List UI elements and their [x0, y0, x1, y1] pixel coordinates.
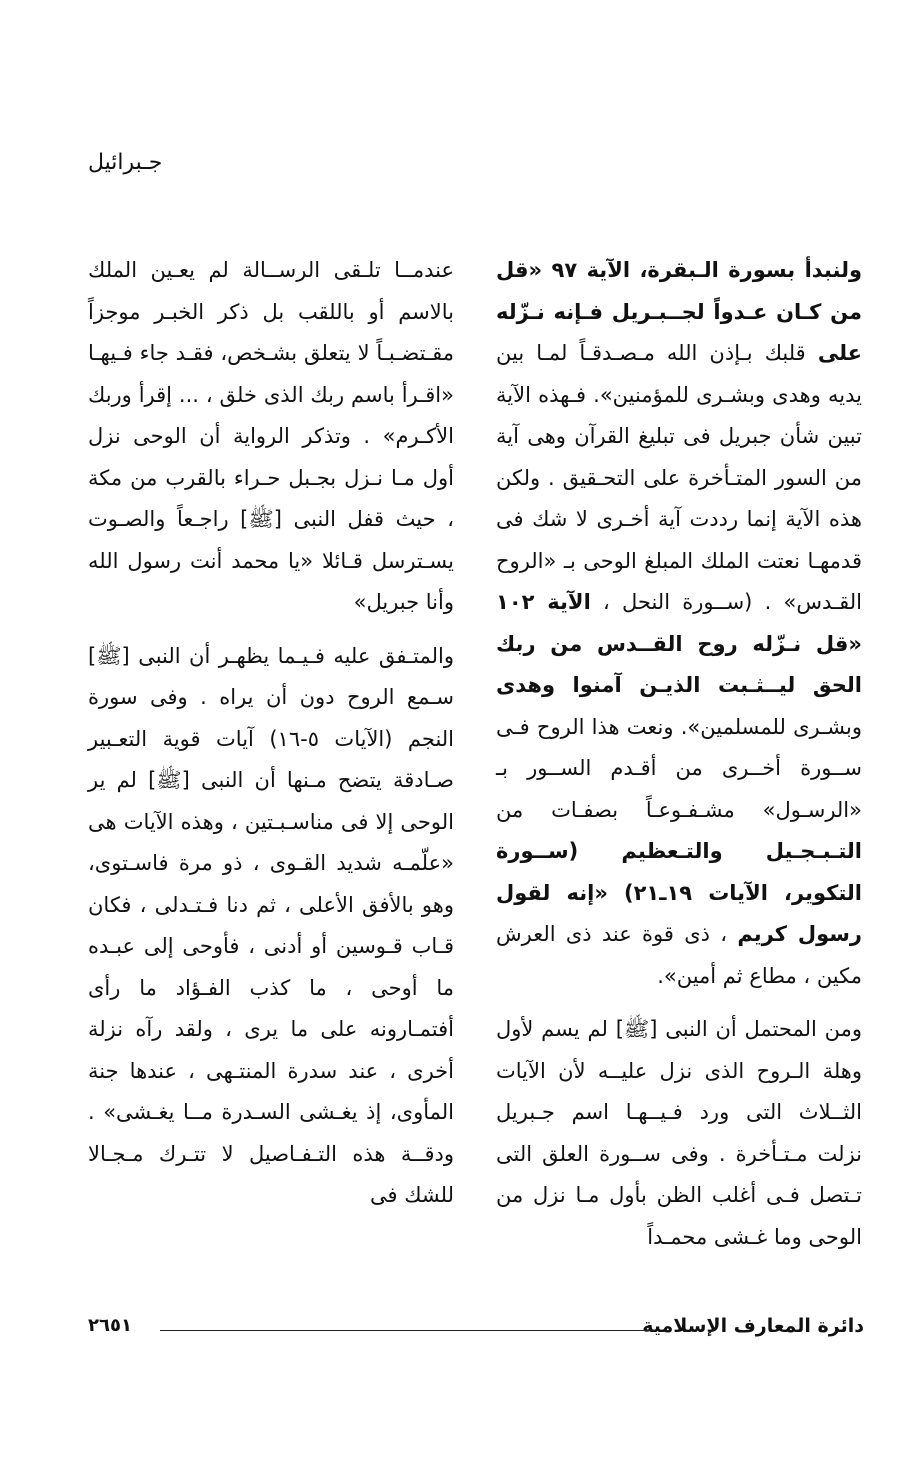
body-text: قلبك بـإذن الله مـصـدقـاً لمـا بين يديه وهدى وبشـرى للمؤمنين». فـهذه الآية تبين شأن جبريل فى تبليغ القرآن وهى آية من السور المتـأخرة على التحـقيق . ولكن هذه الآية إنما رددت آية أخـرى لا شك فى قدمهـا نعتت الملك المبلغ الوحى بـ «الروح القـدس» . (ســورة النحل ،	[496, 341, 862, 614]
quran-quote: التـبـجـيل والتـعظيم (ســورة التكوير، الآيات ١٩ـ٢١) «إنه لقول رسول كريم	[496, 839, 862, 946]
footer-rule	[160, 1330, 654, 1331]
right-column	[496, 250, 862, 1258]
quran-quote: ولنبدأ بسورة الـبقرة، الآية ٩٧ «قل من كـان عـدواً لجــبـريل فـإنه نـزّله على	[496, 258, 863, 365]
quran-quote: الآية ١٠٢ «قل نـزّله روح القــدس من ربك الحق ليــثـبت الذيـن آمنوا وهدى	[496, 590, 862, 697]
left-column	[88, 250, 454, 1217]
page-footer	[88, 1315, 864, 1345]
page-number: ٢٦٥١	[88, 1315, 132, 1336]
paragraph	[496, 250, 862, 997]
footer-title: دائرة المعارف الإسلامية	[642, 1315, 864, 1337]
body-text: وبشـرى للمسلمين». ونعت هذا الروح فـى ســورة أخــرى من أقـدم الســور بـ «الرسـول» مشـفـوعـاً بصفـات من	[496, 714, 862, 822]
paragraph: والمتـفق عليه فـيـما يظهـر أن النبى [ﷺ] سـمع الروح دون أن يراه . وفى سورة النجم (الآيات ٥-١٦) آيات قوية التعـبير صـادقة يتضح مـنها أن النبى [ﷺ] لم ير الوحى إلا فى مناسـبـتين ، وهذه الآيات هى «علّمـه شديد القـوى ، ذو مرة فاسـتوى، وهو بالأفق الأعلى ، ثم دنا فـتـدلى ، فكان قـاب قـوسين أو أدنى ، فأوحى إلى عبـده ما أوحى ، ما كذب الفـؤاد ما رأى أفتمـارونه على ما يرى ، ولقد رآه نزلة أخرى ، عند سدرة المنتـهى ، عندها جنة المأوى، إذ يغـشى السـدرة مــا يغـشى» . ودقــة هذه التـفـاصيل لا تتـرك مـجـالا للشك فى	[88, 643, 455, 1207]
paragraph: عندمــا تلـقى الرســالة لم يعـين الملك بالاسم أو باللقب بل ذكر الخبـر موجزاً مقـتضـبـاً لا يتعلق بشـخص، فقـد جاء فـيهـا «اقـرأ باسم ربك الذى خلق ، ... إقرأ وربك الأكـرم» . وتذكر الرواية أن الوحى نزل أول مـا نـزل بجـبل حـراء بالقرب من مكة ، حيث قفل النبى [ﷺ] راجـعاً والصـوت يسـترسل قـائلا «يا محمد أنت رسول الله وأنا جبريل»	[88, 258, 454, 614]
body-text: ، ذى قوة عند ذى العرش مكين ، مطاع ثم أمين».	[496, 922, 862, 988]
paragraph: ومن المحتمل أن النبى [ﷺ] لم يسم لأول وهلة الـروح الذى نزل عليــه لأن الآيات الثــلاث التى ورد فـيــهـا اسم جـبريل نزلت مـتـأخرة . وفى ســورة العلق التى تـتصل فـى أغلب الظن بأول مـا نزل من الوحى وما غـشى محمـداً	[496, 1017, 862, 1249]
running-header: جـبرائيل	[88, 150, 163, 175]
